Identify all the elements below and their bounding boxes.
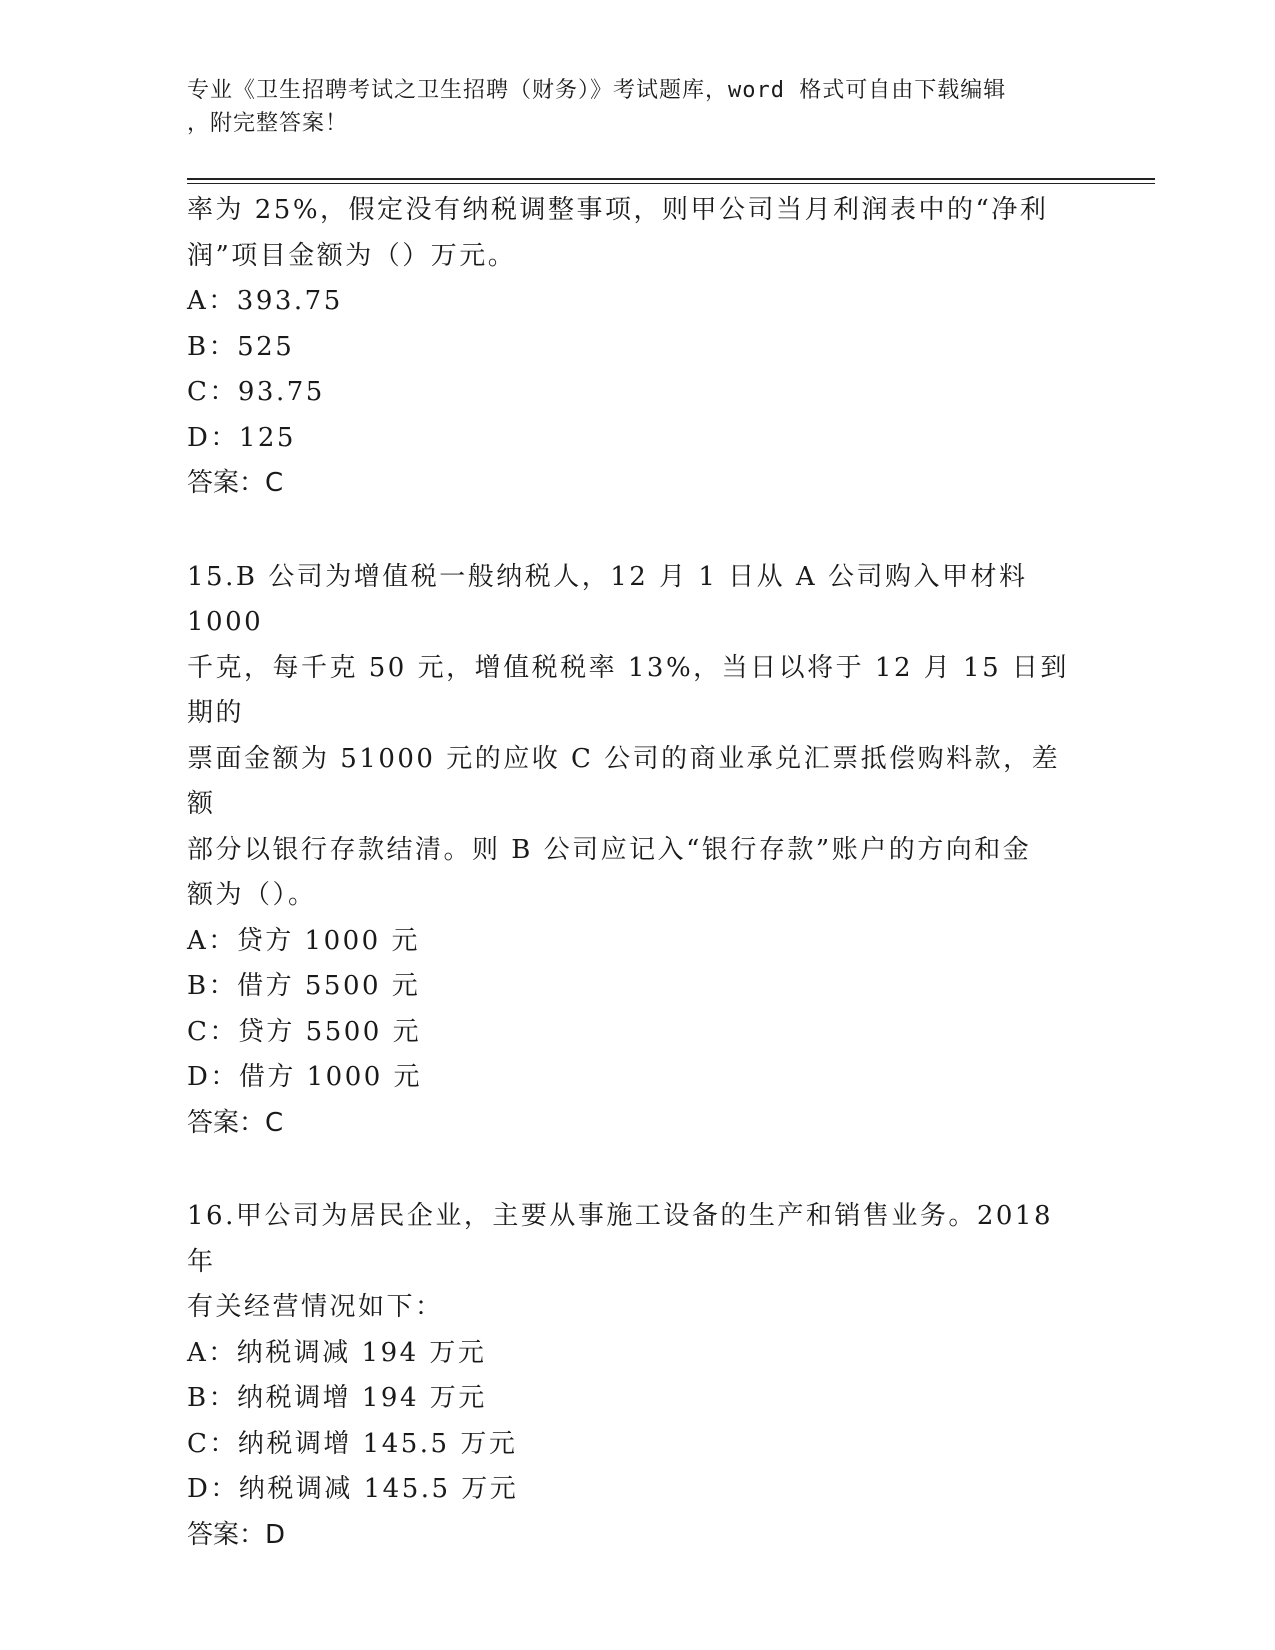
header-line-2: ，附完整答案！ (187, 111, 349, 136)
question-text-line: 票面金额为 51000 元的应收 C 公司的商业承兑汇票抵偿购料款，差额 (187, 743, 1061, 819)
question-item (187, 1194, 1087, 1558)
question-text-line: 16.甲公司为居民企业，主要从事施工设备的生产和销售业务。2018 年 (187, 1201, 1054, 1277)
document-header (187, 74, 1067, 140)
header-rule-thin (187, 183, 1155, 184)
option-d: D：纳税调减 145.5 万元 (187, 1474, 519, 1504)
question-text-line: 部分以银行存款结清。则 B 公司应记入“银行存款”账户的方向和金 (187, 834, 1032, 865)
question-text-line: 额为（）。 (187, 880, 317, 910)
option-a: A：贷方 1000 元 (187, 925, 420, 956)
option-c: C：93.75 (187, 377, 325, 407)
spacer (187, 507, 1087, 555)
question-item (187, 555, 1087, 1147)
question-item (187, 188, 1087, 507)
option-d: D：125 (187, 422, 296, 453)
option-a: A：393.75 (187, 286, 343, 316)
header-rule-thick (187, 178, 1155, 180)
question-text-line: 润”项目金额为（）万元。 (187, 240, 517, 271)
question-text-line: 率为 25%，假定没有纳税调整事项，则甲公司当月利润表中的“净利 (187, 195, 1049, 225)
answer-label: 答案：C (187, 1107, 284, 1138)
header-line-1: 专业《卫生招聘考试之卫生招聘（财务）》考试题库，word 格式可自由下载编辑 (187, 78, 1007, 103)
option-c: C：贷方 5500 元 (187, 1016, 422, 1047)
answer-label: 答案：D (187, 1519, 286, 1550)
question-text-line: 有关经营情况如下： (187, 1292, 444, 1322)
option-d: D：借方 1000 元 (187, 1062, 423, 1092)
option-b: B：借方 5500 元 (187, 971, 421, 1001)
option-b: B：纳税调增 194 万元 (187, 1383, 487, 1413)
option-c: C：纳税调增 145.5 万元 (187, 1428, 518, 1459)
option-a: A：纳税调减 194 万元 (187, 1337, 487, 1368)
question-list (187, 188, 1087, 1558)
option-b: B：525 (187, 331, 295, 362)
answer-label: 答案：C (187, 468, 284, 498)
question-text-line: 15.B 公司为增值税一般纳税人，12 月 1 日从 A 公司购入甲材料 1000 (187, 561, 1028, 637)
question-text-line: 千克，每千克 50 元，增值税税率 13%，当日以将于 12 月 15 日到期的 (187, 652, 1069, 728)
spacer (187, 1146, 1087, 1194)
